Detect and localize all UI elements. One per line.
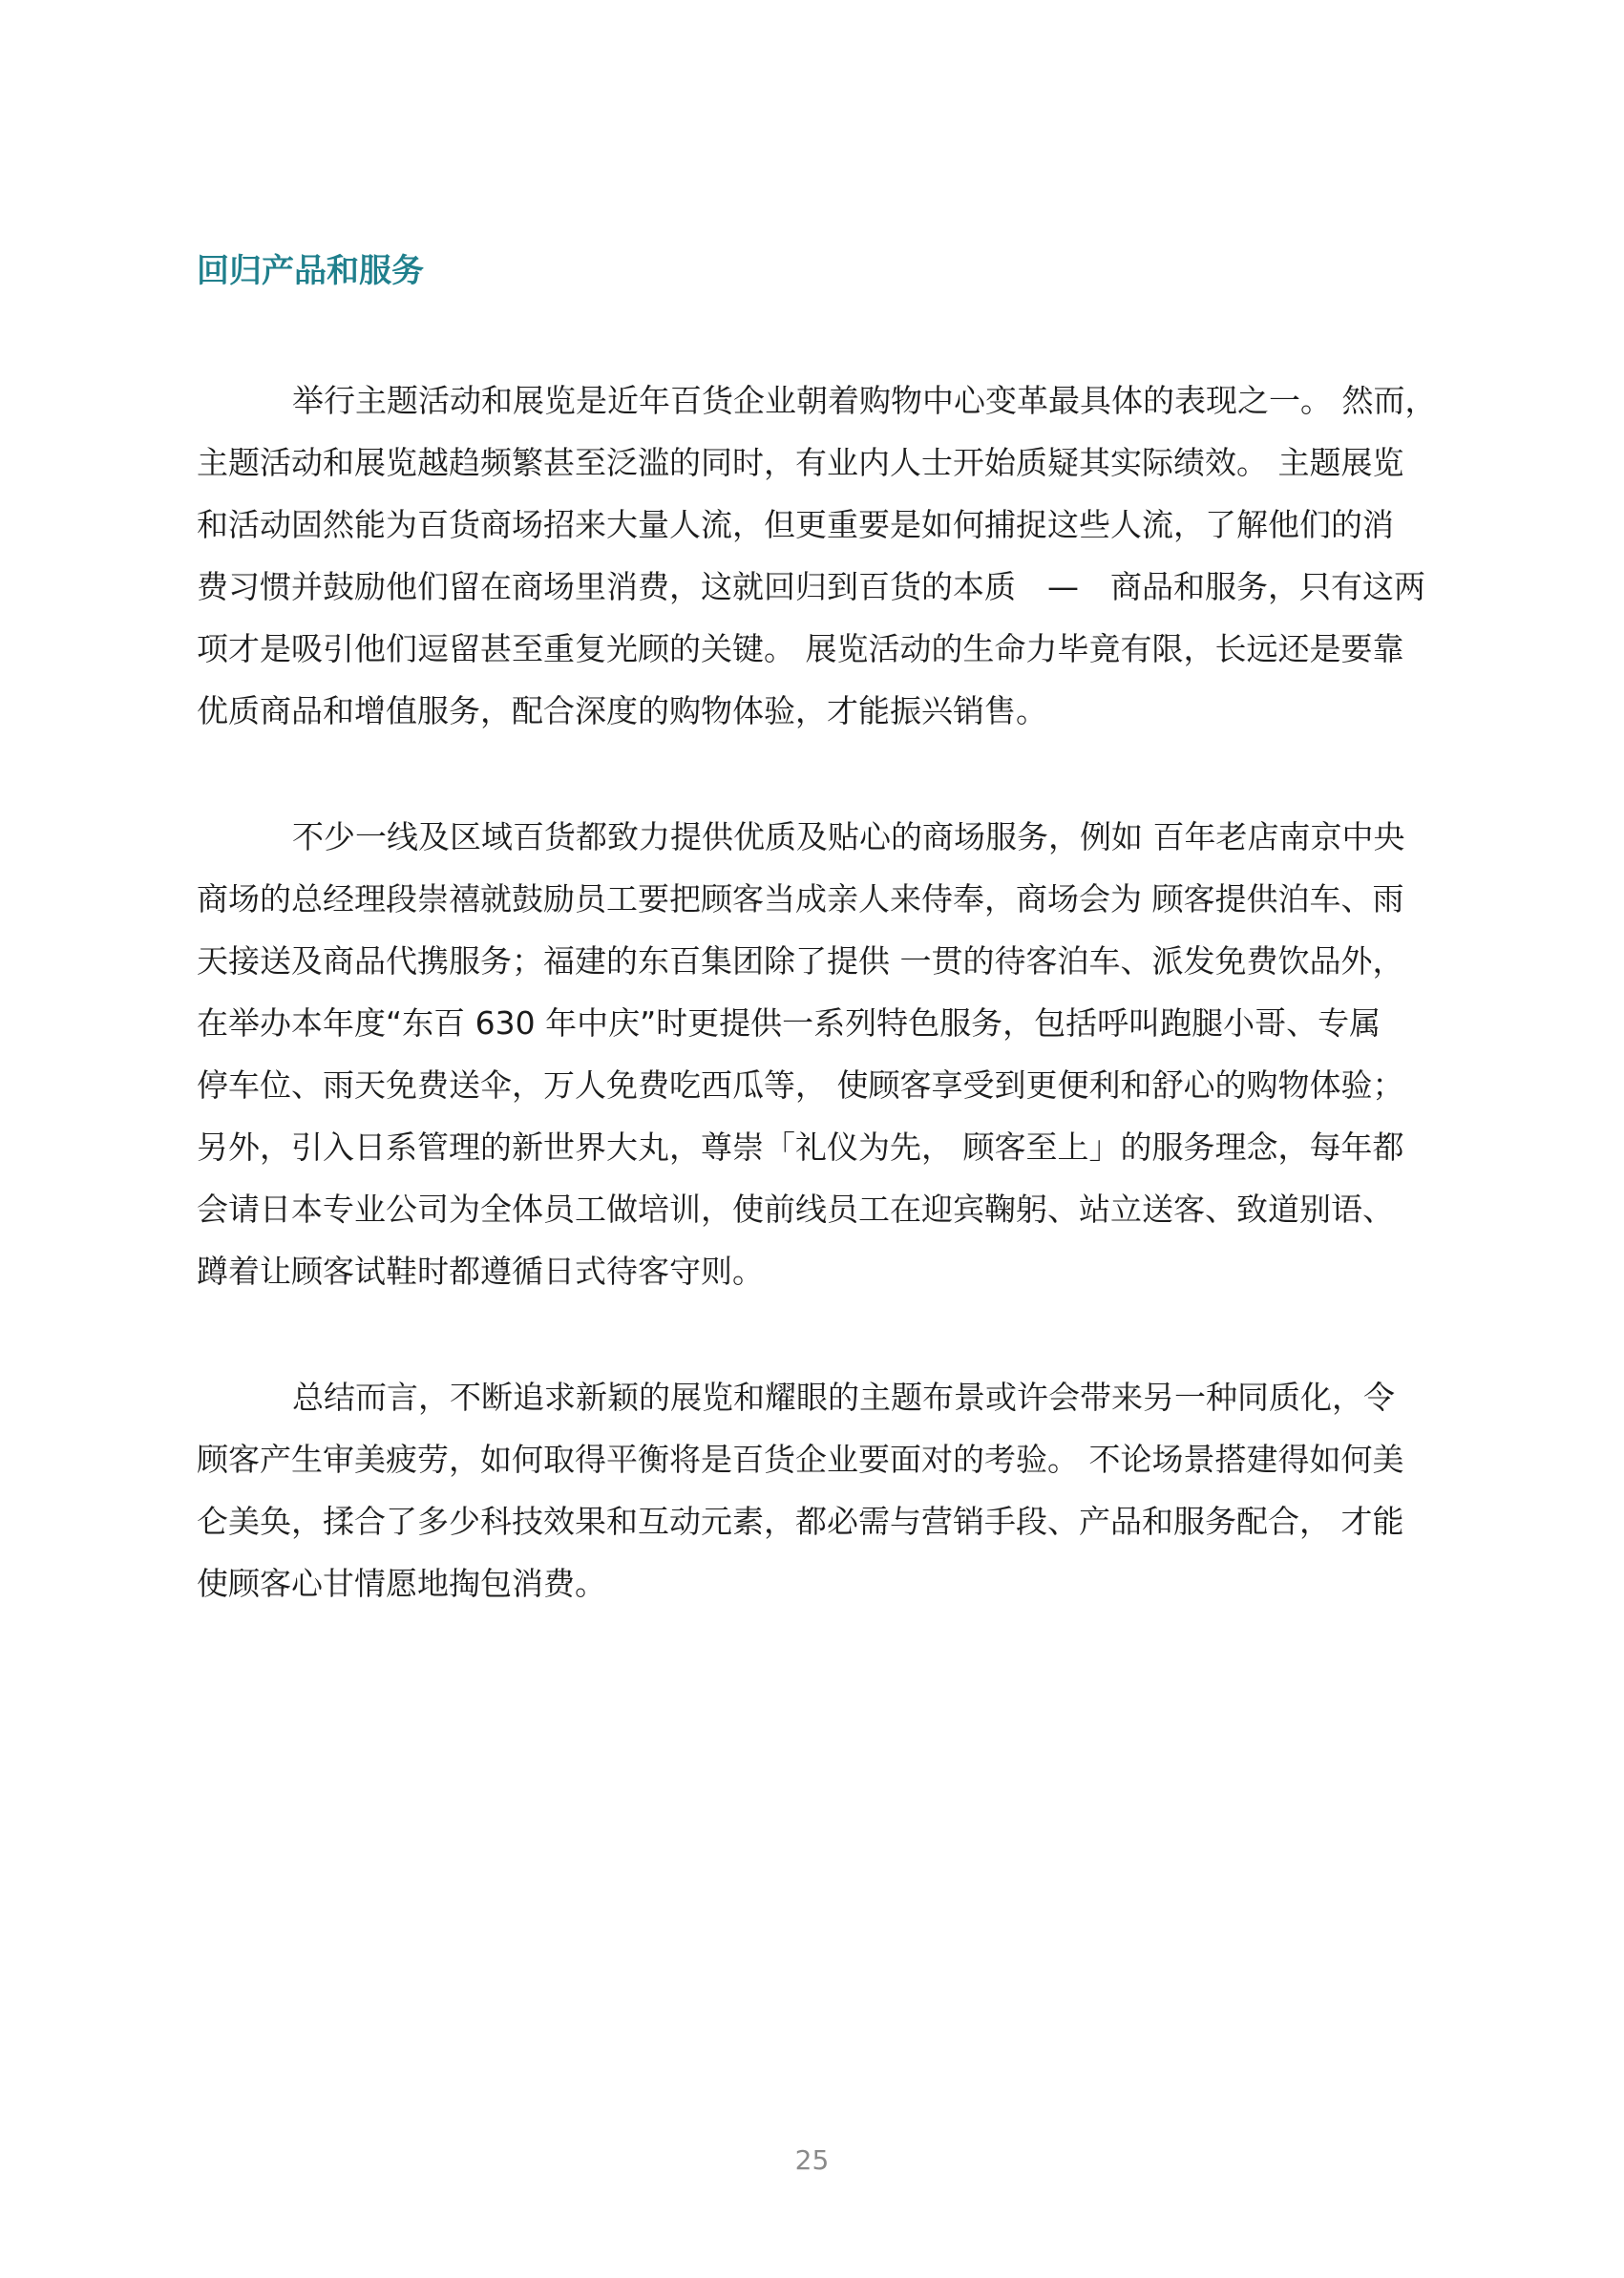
paragraph-line: 另外，引入日系管理的新世界大丸，尊崇「礼仪为先， 顾客至上」的服务理念，每年都 xyxy=(197,1128,1404,1166)
paragraph-line: 不少一线及区域百货都致力提供优质及贴心的商场服务，例如 百年老店南京中央 xyxy=(292,818,1405,855)
paragraph-line: 蹲着让顾客试鞋时都遵循日式待客守则。 xyxy=(197,1253,764,1290)
section-title: 回归产品和服务 xyxy=(197,252,424,290)
page-number: 25 xyxy=(794,2144,830,2176)
paragraph-line: 在举办本年度“东百 630 年中庆”时更提供一系列特色服务，包括呼叫跑腿小哥、专属 xyxy=(197,1004,1381,1042)
paragraph-3 xyxy=(197,1366,1438,1614)
paragraph-line: 主题活动和展览越趋频繁甚至泛滥的同时，有业内人士开始质疑其实际绩效。 主题展览 xyxy=(197,444,1404,481)
paragraph-line: 商场的总经理段崇禧就鼓励员工要把顾客当成亲人来侍奉，商场会为 顾客提供泊车、雨 xyxy=(197,880,1404,918)
paragraph-line: 顾客产生审美疲劳，如何取得平衡将是百货企业要面对的考验。 不论场景搭建得如何美 xyxy=(197,1441,1404,1478)
paragraph-2 xyxy=(197,806,1438,1302)
paragraph-line: 会请日本专业公司为全体员工做培训，使前线员工在迎宾鞠躬、站立送客、致道别语、 xyxy=(197,1191,1394,1228)
paragraph-line: 项才是吸引他们逗留甚至重复光顾的关键。 展览活动的生命力毕竟有限，长远还是要靠 xyxy=(197,630,1404,667)
paragraph-line: 总结而言，不断追求新颖的展览和耀眼的主题布景或许会带来另一种同质化，令 xyxy=(292,1379,1395,1416)
paragraph-1 xyxy=(197,369,1438,742)
paragraph-line: 使顾客心甘情愿地掏包消费。 xyxy=(197,1565,606,1602)
paragraph-line: 举行主题活动和展览是近年百货企业朝着购物中心变革最具体的表现之一。 然而， xyxy=(292,382,1437,419)
paragraph-line: 仑美奂，揉合了多少科技效果和互动元素，都必需与营销手段、产品和服务配合， 才能 xyxy=(197,1503,1404,1540)
paragraph-line: 天接送及商品代携服务；福建的东百集团除了提供 一贯的待客泊车、派发免费饮品外， xyxy=(197,942,1404,980)
paragraph-line: 费习惯并鼓励他们留在商场里消费，这就回归到百货的本质 — 商品和服务，只有这两 xyxy=(197,568,1425,605)
paragraph-line: 优质商品和增值服务，配合深度的购物体验，才能振兴销售。 xyxy=(197,692,1047,729)
paragraph-line: 停车位、雨天免费送伞，万人免费吃西瓜等， 使顾客享受到更便利和舒心的购物体验； xyxy=(197,1066,1404,1104)
paragraph-line: 和活动固然能为百货商场招来大量人流，但更重要是如何捕捉这些人流，了解他们的消 xyxy=(197,506,1394,543)
